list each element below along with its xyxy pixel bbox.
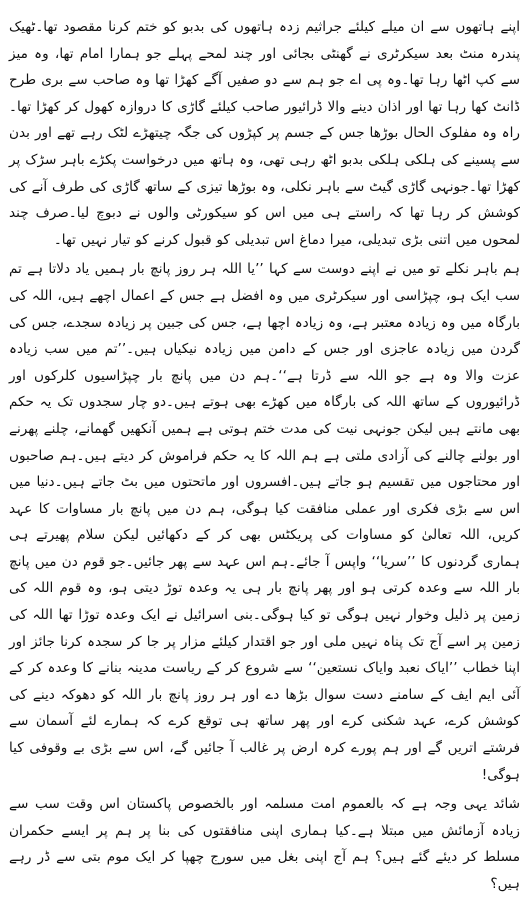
article-paragraph: شائد یہی وجہ ہے کہ بالعموم امت مسلمہ اور بالخصوص پاکستان اس وقت سب سے زیادہ آزمائش میں مبتلا ہے۔کیا ہماری اپنی منافقتوں کی بنا پر ہم پر ایسے حکمران مسلط کر دیئے گئے ہیں؟ ہم آج اپنی بغل میں سورج چھپا کر ایک موم بتی سے ڈر رہے ہیں؟ xyxy=(9,796,520,892)
article-paragraph: اپنے ہاتھوں سے ان میلے کیلئے جراثیم زدہ ہاتھوں کی بدبو کو ختم کرنا مقصود تھا۔ٹھیک پندرہ منٹ بعد سیکرٹری نے گھنٹی بجائی اور چند لمحے پہلے جو ہمارا امام تھا، وہ میز سے کپ اٹھا رہا تھا۔وہ پی اے جو ہم سے دو صفیں آگے کھڑا تھا وہ صاحب سے بری طرح ڈانٹ کھا رہا تھا اور اذان دینے والا ڈرائیور صاحب کیلئے گاڑی کا دروازہ کھول کر کھڑا تھا۔راہ وہ مفلوک الحال بوڑھا جس کے جسم پر کپڑوں کی جگہ چیتھڑے لٹک رہے تھے اور بدن سے پسینے کی ہلکی ہلکی بدبو اٹھ رہی تھی، وہ ہاتھ میں درخواست پکڑے باہر سڑک پر کھڑا تھا۔جونہی گاڑی گیٹ سے باہر نکلی، وہ بوڑھا تیزی کے ساتھ گاڑی کی طرف آنے کی کوشش کر رہا تھا کہ راستے ہی میں اس کو سیکورٹی والوں نے دبوچ لیا۔صرف چند لمحوں میں اتنی بڑی تبدیلی، میرا دماغ اس تبدیلی کو قبول کرنے کو تیار نہیں تھا۔ xyxy=(9,19,520,248)
article-paragraph: ہم باہر نکلے تو میں نے اپنے دوست سے کہا ’’یا اللہ ہر روز پانچ بار ہمیں یاد دلاتا ہے تم سب ایک ہو، چپڑاسی اور سیکرٹری میں وہ افضل ہے جس کے اعمال اچھے ہیں، اللہ کی بارگاہ میں وہ زیادہ معتبر ہے، وہ زیادہ اچھا ہے، جس کی جبین پر زیادہ سجدے، جس کی گردن میں زیادہ عاجزی اور جس کے دامن میں زیادہ نیکیاں ہیں۔’’تم میں سب زیادہ عزت والا وہ ہے جو اللہ سے ڈرتا ہے‘‘۔ہم دن میں پانچ بار چپڑاسیوں کلرکوں اور ڈرائیوروں کے ساتھ اللہ کی بارگاہ میں کھڑے بھی ہوتے ہیں۔دو چار سجدوں تک یہ حکم بھی مانتے ہیں لیکن جونہی نیت کی مدت ختم ہوتی ہے ہمیں آنکھیں گھمانے، چلنے پھرنے اور بولنے چالنے کی آزادی ملتی ہے ہم اللہ کا یہ حکم فراموش کر دیتے ہیں۔ہم صاحبوں اور محتاجوں میں تقسیم ہو جاتے ہیں۔افسروں اور ماتحتوں میں بٹ جاتے ہیں۔دنیا میں اس سے بڑی فکری اور عملی منافقت کیا ہوگی، ہم دن میں پانچ بار مساوات کا عہد کریں، اللہ تعالیٰ کو مساوات کی پریکٹس بھی کر کے دکھائیں لیکن سلام پھیرتے ہی ہماری گردنوں کا ’’سریا‘‘ واپس آ جائے۔ہم اس عہد سے پھر جائیں۔جو قوم دن میں پانچ بار اللہ سے وعدہ کرتی ہو اور پھر پانچ بار ہی یہ وعدہ توڑ دیتی ہو، وہ قوم اللہ کی زمین پر ذلیل وخوار نہیں ہوگی تو کیا ہوگی۔بنی اسرائیل نے ایک وعدہ توڑا تھا اللہ کی زمین پر اسے آج تک پناہ نہیں ملی اور جو اقتدار کیلئے مزار پر جا کر سجدہ کرنا جائز اور اپنا خطاب ’’ایاک نعبد وایاک نستعین‘‘ سے شروع کر کے ریاست مدینہ بنانے کا وعدہ کر کے آئی ایم ایف کے سامنے دست سوال بڑھا دے اور ہر روز پانچ بار اللہ کو دھوکہ دینے کی کوشش کرے، عہد شکنی کرے اور پھر ساتھ ہی توقع کرے کہ ہمارے لئے آسمان سے فرشتے اتریں گے اور ہم پورے کرہ ارض پر غالب آ جائیں گے، اس سے بڑی بے وقوفی کیا ہوگی! xyxy=(9,261,520,783)
